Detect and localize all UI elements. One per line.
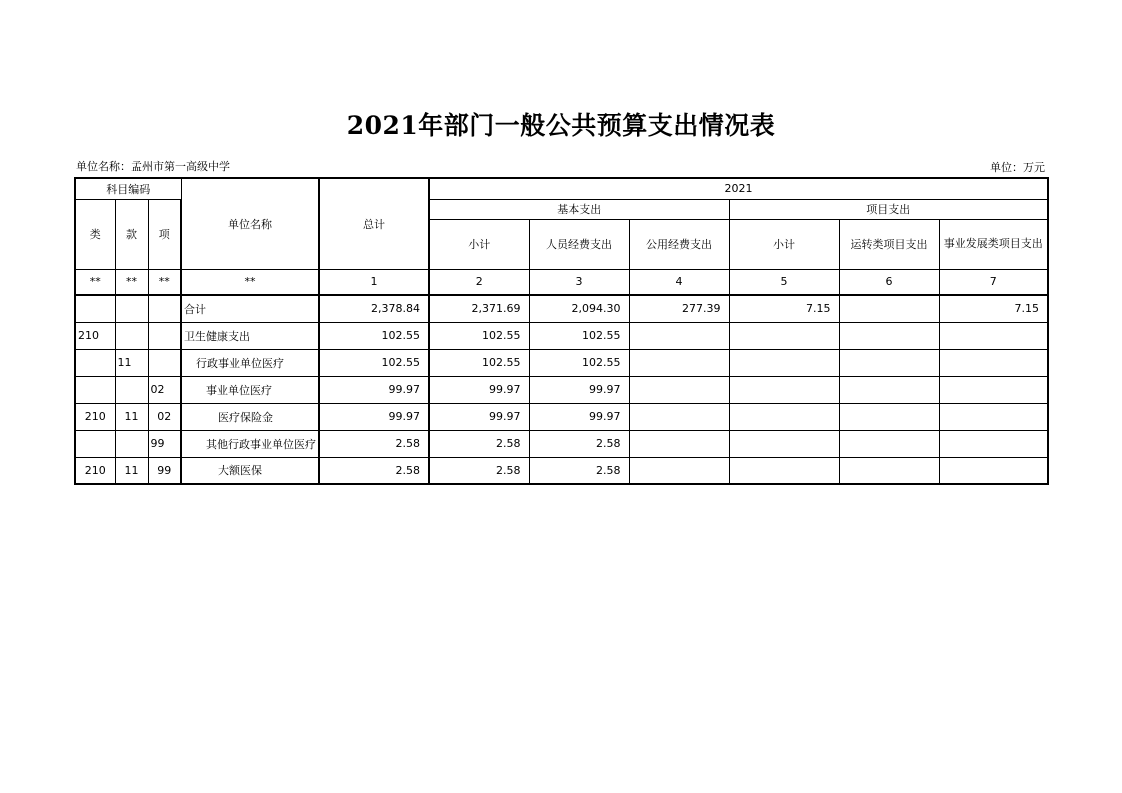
header-subject-code: 科目编码 — [75, 178, 181, 199]
cell-operational — [839, 376, 939, 403]
cell-kuan — [115, 295, 148, 322]
cell-total: 99.97 — [319, 403, 429, 430]
cell-personnel: 2,094.30 — [529, 295, 629, 322]
cell-name: 行政事业单位医疗 — [181, 349, 319, 376]
cell-name: 其他行政事业单位医疗 — [181, 430, 319, 457]
table-row — [75, 322, 1048, 349]
header-dept-name: 单位名称 — [181, 178, 319, 269]
cell-project-subtotal: 7.15 — [729, 295, 839, 322]
cell-basic-subtotal: 99.97 — [429, 403, 529, 430]
cell-lei: 210 — [75, 403, 115, 430]
cell-xiang — [148, 349, 181, 376]
index-cell: 4 — [629, 269, 729, 295]
cell-public — [629, 376, 729, 403]
cell-total: 2.58 — [319, 457, 429, 484]
header-xiang: 项 — [148, 199, 181, 269]
index-cell: 6 — [839, 269, 939, 295]
cell-project-subtotal — [729, 403, 839, 430]
cell-operational — [839, 430, 939, 457]
index-cell: ** — [181, 269, 319, 295]
cell-operational — [839, 349, 939, 376]
cell-development — [939, 376, 1048, 403]
cell-basic-subtotal: 2.58 — [429, 430, 529, 457]
cell-name: 合计 — [181, 295, 319, 322]
cell-total: 102.55 — [319, 322, 429, 349]
header-project-expenditure: 项目支出 — [729, 199, 1048, 219]
index-cell: 7 — [939, 269, 1048, 295]
table-row — [75, 376, 1048, 403]
cell-basic-subtotal: 2.58 — [429, 457, 529, 484]
index-cell: 3 — [529, 269, 629, 295]
cell-development — [939, 457, 1048, 484]
cell-name: 医疗保险金 — [181, 403, 319, 430]
index-cell: 2 — [429, 269, 529, 295]
header-public: 公用经费支出 — [629, 219, 729, 269]
table-row — [75, 430, 1048, 457]
cell-personnel: 2.58 — [529, 430, 629, 457]
cell-xiang: 02 — [148, 403, 181, 430]
cell-name: 大额医保 — [181, 457, 319, 484]
cell-operational — [839, 403, 939, 430]
header-basic-subtotal: 小计 — [429, 219, 529, 269]
cell-personnel: 2.58 — [529, 457, 629, 484]
table-row — [75, 349, 1048, 376]
cell-personnel: 99.97 — [529, 376, 629, 403]
cell-total: 2,378.84 — [319, 295, 429, 322]
header-development: 事业发展类项目支出 — [939, 219, 1048, 269]
cell-development — [939, 349, 1048, 376]
cell-total: 2.58 — [319, 430, 429, 457]
cell-kuan: 11 — [115, 457, 148, 484]
cell-development — [939, 430, 1048, 457]
page-title: 2021年部门一般公共预算支出情况表 — [346, 111, 776, 140]
cell-total: 99.97 — [319, 376, 429, 403]
cell-project-subtotal — [729, 430, 839, 457]
cell-kuan — [115, 322, 148, 349]
cell-project-subtotal — [729, 457, 839, 484]
cell-lei — [75, 295, 115, 322]
cell-personnel: 99.97 — [529, 403, 629, 430]
cell-project-subtotal — [729, 349, 839, 376]
cell-xiang — [148, 322, 181, 349]
cell-kuan — [115, 376, 148, 403]
header-lei: 类 — [75, 199, 115, 269]
cell-lei — [75, 349, 115, 376]
index-cell: ** — [148, 269, 181, 295]
cell-xiang: 99 — [148, 457, 181, 484]
cell-kuan: 11 — [115, 349, 148, 376]
cell-public: 277.39 — [629, 295, 729, 322]
cell-public — [629, 322, 729, 349]
cell-basic-subtotal: 99.97 — [429, 376, 529, 403]
cell-xiang — [148, 295, 181, 322]
cell-operational — [839, 295, 939, 322]
index-cell: 5 — [729, 269, 839, 295]
cell-lei — [75, 376, 115, 403]
index-cell: ** — [75, 269, 115, 295]
cell-public — [629, 430, 729, 457]
cell-xiang: 02 — [148, 376, 181, 403]
cell-name: 事业单位医疗 — [181, 376, 319, 403]
cell-development — [939, 403, 1048, 430]
table-row — [75, 403, 1048, 430]
header-kuan: 款 — [115, 199, 148, 269]
cell-project-subtotal — [729, 376, 839, 403]
cell-basic-subtotal: 2,371.69 — [429, 295, 529, 322]
cell-public — [629, 349, 729, 376]
cell-lei: 210 — [75, 322, 115, 349]
cell-public — [629, 403, 729, 430]
cell-kuan: 11 — [115, 403, 148, 430]
currency-unit-label: 单位：万元 — [990, 161, 1045, 174]
table-row — [75, 457, 1048, 484]
cell-basic-subtotal: 102.55 — [429, 349, 529, 376]
budget-table — [74, 177, 1049, 485]
index-cell: ** — [115, 269, 148, 295]
header-personnel: 人员经费支出 — [529, 219, 629, 269]
cell-operational — [839, 457, 939, 484]
index-cell: 1 — [319, 269, 429, 295]
header-project-subtotal: 小计 — [729, 219, 839, 269]
cell-total: 102.55 — [319, 349, 429, 376]
table-row — [75, 295, 1048, 322]
cell-development: 7.15 — [939, 295, 1048, 322]
cell-lei — [75, 430, 115, 457]
unit-name-label: 单位名称：孟州市第一高级中学 — [76, 160, 230, 173]
cell-name: 卫生健康支出 — [181, 322, 319, 349]
cell-kuan — [115, 430, 148, 457]
header-total: 总计 — [319, 178, 429, 269]
cell-lei: 210 — [75, 457, 115, 484]
header-year: 2021 — [429, 178, 1048, 199]
cell-personnel: 102.55 — [529, 322, 629, 349]
header-operational: 运转类项目支出 — [839, 219, 939, 269]
cell-personnel: 102.55 — [529, 349, 629, 376]
header-basic-expenditure: 基本支出 — [429, 199, 729, 219]
cell-public — [629, 457, 729, 484]
cell-project-subtotal — [729, 322, 839, 349]
cell-xiang: 99 — [148, 430, 181, 457]
cell-operational — [839, 322, 939, 349]
cell-basic-subtotal: 102.55 — [429, 322, 529, 349]
cell-development — [939, 322, 1048, 349]
